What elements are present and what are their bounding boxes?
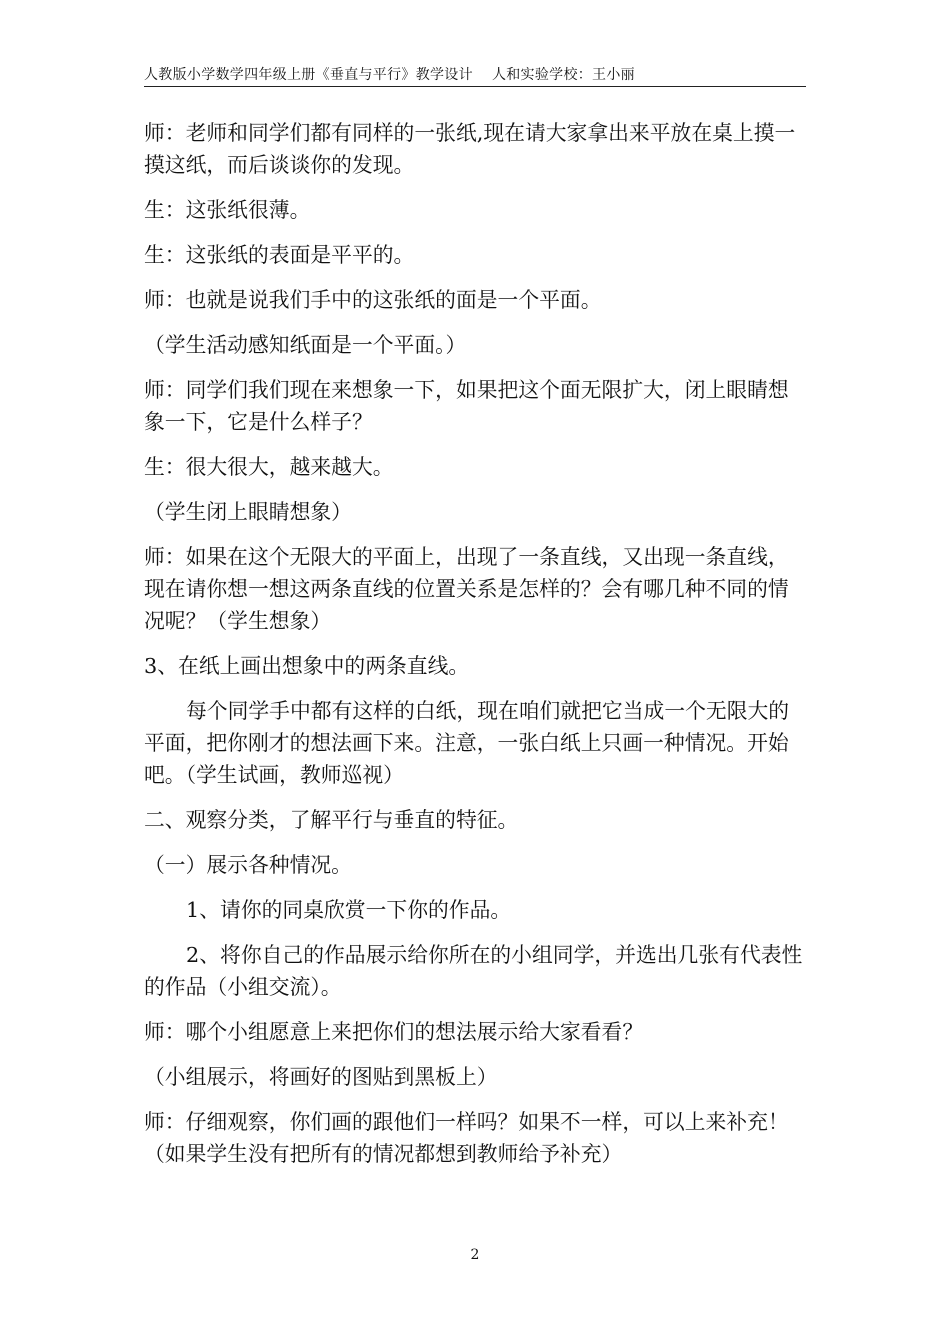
paragraph: （小组展示，将画好的图贴到黑板上） xyxy=(144,1065,498,1089)
subsection-heading: （一）展示各种情况。 xyxy=(144,853,352,877)
paragraph: 每个同学手中都有这样的白纸，现在咱们就把它当成一个无限大的平面，把你刚才的想法画下来。注意，一张白纸上只画一种情况。开始吧。（学生试画，教师巡视） xyxy=(144,699,790,787)
paragraph: 生：这张纸的表面是平平的。 xyxy=(144,243,415,267)
paragraph: 生：这张纸很薄。 xyxy=(144,198,311,222)
page-number: 2 xyxy=(470,1247,480,1263)
document-body xyxy=(144,117,808,1183)
paragraph: 师：也就是说我们手中的这张纸的面是一个平面。 xyxy=(144,288,602,312)
paragraph: 3、在纸上画出想象中的两条直线。 xyxy=(144,654,470,678)
paragraph: （学生活动感知纸面是一个平面。） xyxy=(144,333,467,357)
paragraph: （学生闭上眼睛想象） xyxy=(144,500,352,524)
paragraph: 师：老师和同学们都有同样的一张纸,现在请大家拿出来平放在桌上摸一摸这纸，而后谈谈你的发现。 xyxy=(144,121,796,177)
paragraph: 师：如果在这个无限大的平面上，出现了一条直线，又出现一条直线，现在请你想一想这两条直线的位置关系是怎样的？会有哪几种不同的情况呢？（学生想象） xyxy=(144,545,789,633)
paragraph: 师：同学们我们现在来想象一下，如果把这个面无限扩大，闭上眼睛想象一下，它是什么样子？ xyxy=(144,378,789,434)
paragraph: 师：仔细观察，你们画的跟他们一样吗？如果不一样，可以上来补充！（如果学生没有把所有的情况都想到教师给予补充） xyxy=(144,1110,789,1166)
paragraph: 1、请你的同桌欣赏一下你的作品。 xyxy=(186,898,512,922)
paragraph: 生：很大很大，越来越大。 xyxy=(144,455,394,479)
section-heading: 二、观察分类，了解平行与垂直的特征。 xyxy=(144,808,519,832)
paragraph: 师：哪个小组愿意上来把你们的想法展示给大家看看？ xyxy=(144,1020,644,1044)
page-header: 人教版小学数学四年级上册《垂直与平行》教学设计 人和实验学校：王小丽 xyxy=(144,66,806,87)
paragraph: 2、将你自己的作品展示给你所在的小组同学，并选出几张有代表性的作品（小组交流）。 xyxy=(144,943,803,999)
